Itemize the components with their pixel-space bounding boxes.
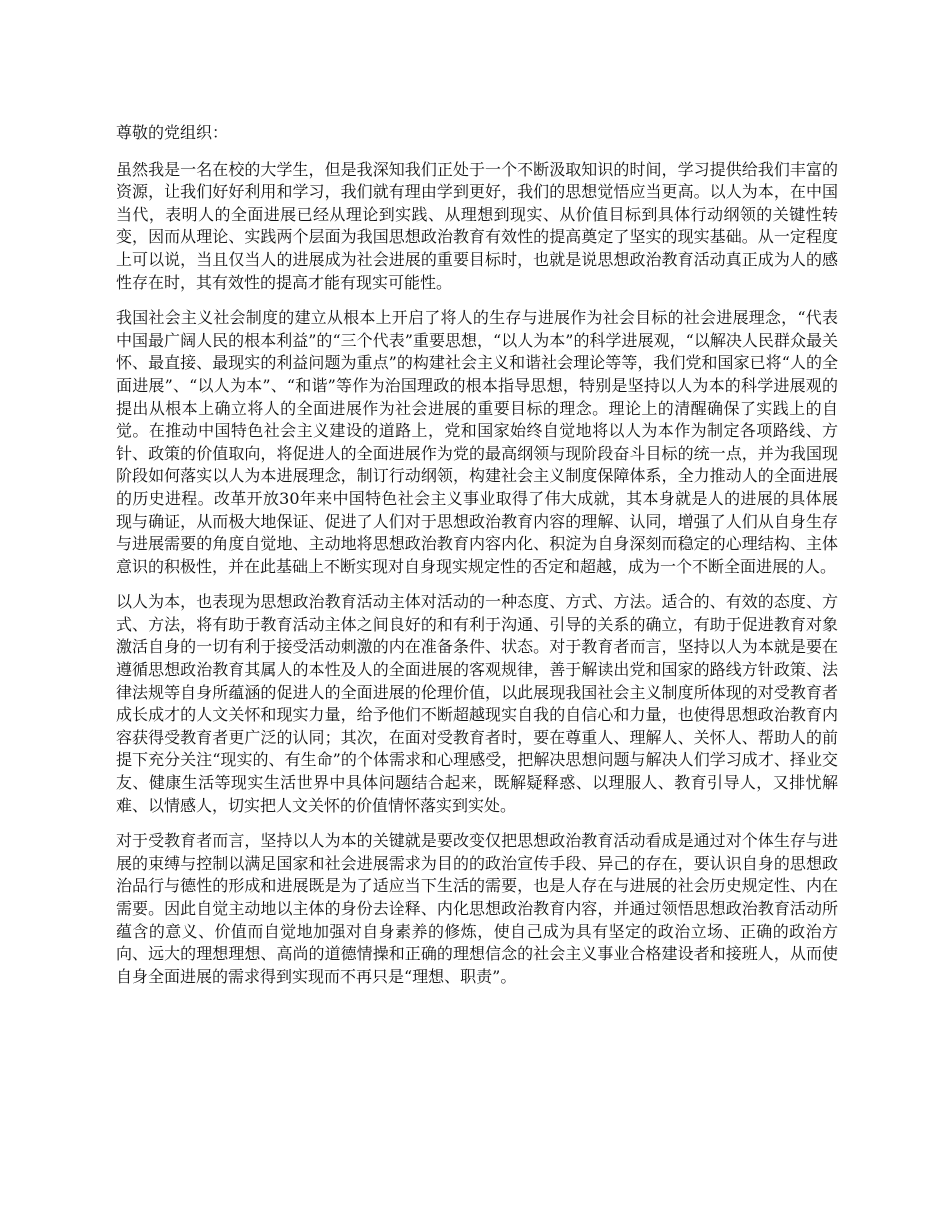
salutation: 尊敬的党组织： — [116, 123, 229, 142]
paragraph-2: 我国社会主义社会制度的建立从根本上开启了将人的生存与进展作为社会目标的社会进展理念，“代表中国最广阔人民的根本利益”的“三个代表”重要思想，“以人为本”的科学进展观，“以解决人民群众最关怀、最直接、最现实的利益问题为重点”的构建社会主义和谐社会理论等等，我们党和国家已将“人的全面进展”、“以人为本”、“和谐”等作为治国理政的根本指导思想，特别是坚持以人为本的科学进展观的提出从根本上确立将人的全面进展作为社会进展的重要目标的理念。理论上的清醒确保了实践上的自觉。在推动中国特色社会主义建设的道路上，党和国家始终自觉地将以人为本作为制定各项路线、方针、政策的价值取向，将促进人的全面进展作为党的最高纲领与现阶段奋斗目标的统一点，并为我国现阶段如何落实以人为本进展理念，制订行动纲领，构建社会主义制度保障体系，全力推动人的全面进展的历史进程。改革开放30年来中国特色社会主义事业取得了伟大成就，其本身就是人的进展的具体展现与确证，从而极大地保证、促进了人们对于思想政治教育内容的理解、认同，增强了人们从自身生存与进展需要的角度自觉地、主动地将思想政治教育内容内化、积淀为自身深刻而稳定的心理结构、主体意识的积极性，并在此基础上不断实现对自身现实规定性的否定和超越，成为一个不断全面进展的人。 — [116, 308, 838, 576]
paragraph-3: 以人为本，也表现为思想政治教育活动主体对活动的一种态度、方式、方法。适合的、有效的态度、方式、方法，将有助于教育活动主体之间良好的和有利于沟通、引导的关系的确立，有助于促进教育对象激活自身的一切有利于接受活动刺激的内在准备条件、状态。对于教育者而言，坚持以人为本就是要在遵循思想政治教育其属人的本性及人的全面进展的客观规律，善于解读出党和国家的路线方针政策、法律法规等自身所蕴涵的促进人的全面进展的伦理价值，以此展现我国社会主义制度所体现的对受教育者成长成才的人文关怀和现实力量，给予他们不断超越现实自我的自信心和力量，也使得思想政治教育内容获得受教育者更广泛的认同；其次，在面对受教育者时，要在尊重人、理解人、关怀人、帮助人的前提下充分关注“现实的、有生命”的个体需求和心理感受，把解决思想问题与解决人们学习成才、择业交友、健康生活等现实生活世界中具体问题结合起来，既解疑释惑、以理服人、教育引导人，又排忧解难、以情感人，切实把人文关怀的价值情怀落实到实处。 — [116, 592, 838, 815]
paragraph-1: 虽然我是一名在校的大学生，但是我深知我们正处于一个不断汲取知识的时间，学习提供给我们丰富的资源，让我们好好利用和学习，我们就有理由学到更好，我们的思想觉悟应当更高。以人为本，在中国当代，表明人的全面进展已经从理论到实践、从理想到现实、从价值目标到具体行动纲领的关键性转变，因而从理论、实践两个层面为我国思想政治教育有效性的提高奠定了坚实的现实基础。从一定程度上可以说，当且仅当人的进展成为社会进展的重要目标时，也就是说思想政治教育活动真正成为人的感性存在时，其有效性的提高才能有现实可能性。 — [116, 159, 838, 292]
paragraph-4: 对于受教育者而言，坚持以人为本的关键就是要改变仅把思想政治教育活动看成是通过对个体生存与进展的束缚与控制以满足国家和社会进展需求为目的的政治宣传手段、异己的存在，要认识自身的思想政治品行与德性的形成和进展既是为了适应当下生活的需要，也是人存在与进展的社会历史规定性、内在需要。因此自觉主动地以主体的身份去诠释、内化思想政治教育内容，并通过领悟思想政治教育活动所蕴含的意义、价值而自觉地加强对自身素养的修炼，使自己成为具有坚定的政治立场、正确的政治方向、远大的理想理想、高尚的道德情操和正确的理想信念的社会主义事业合格建设者和接班人，从而使自身全面进展的需求得到实现而不再只是“理想、职责”。 — [116, 831, 838, 986]
letter-body — [116, 122, 838, 1001]
